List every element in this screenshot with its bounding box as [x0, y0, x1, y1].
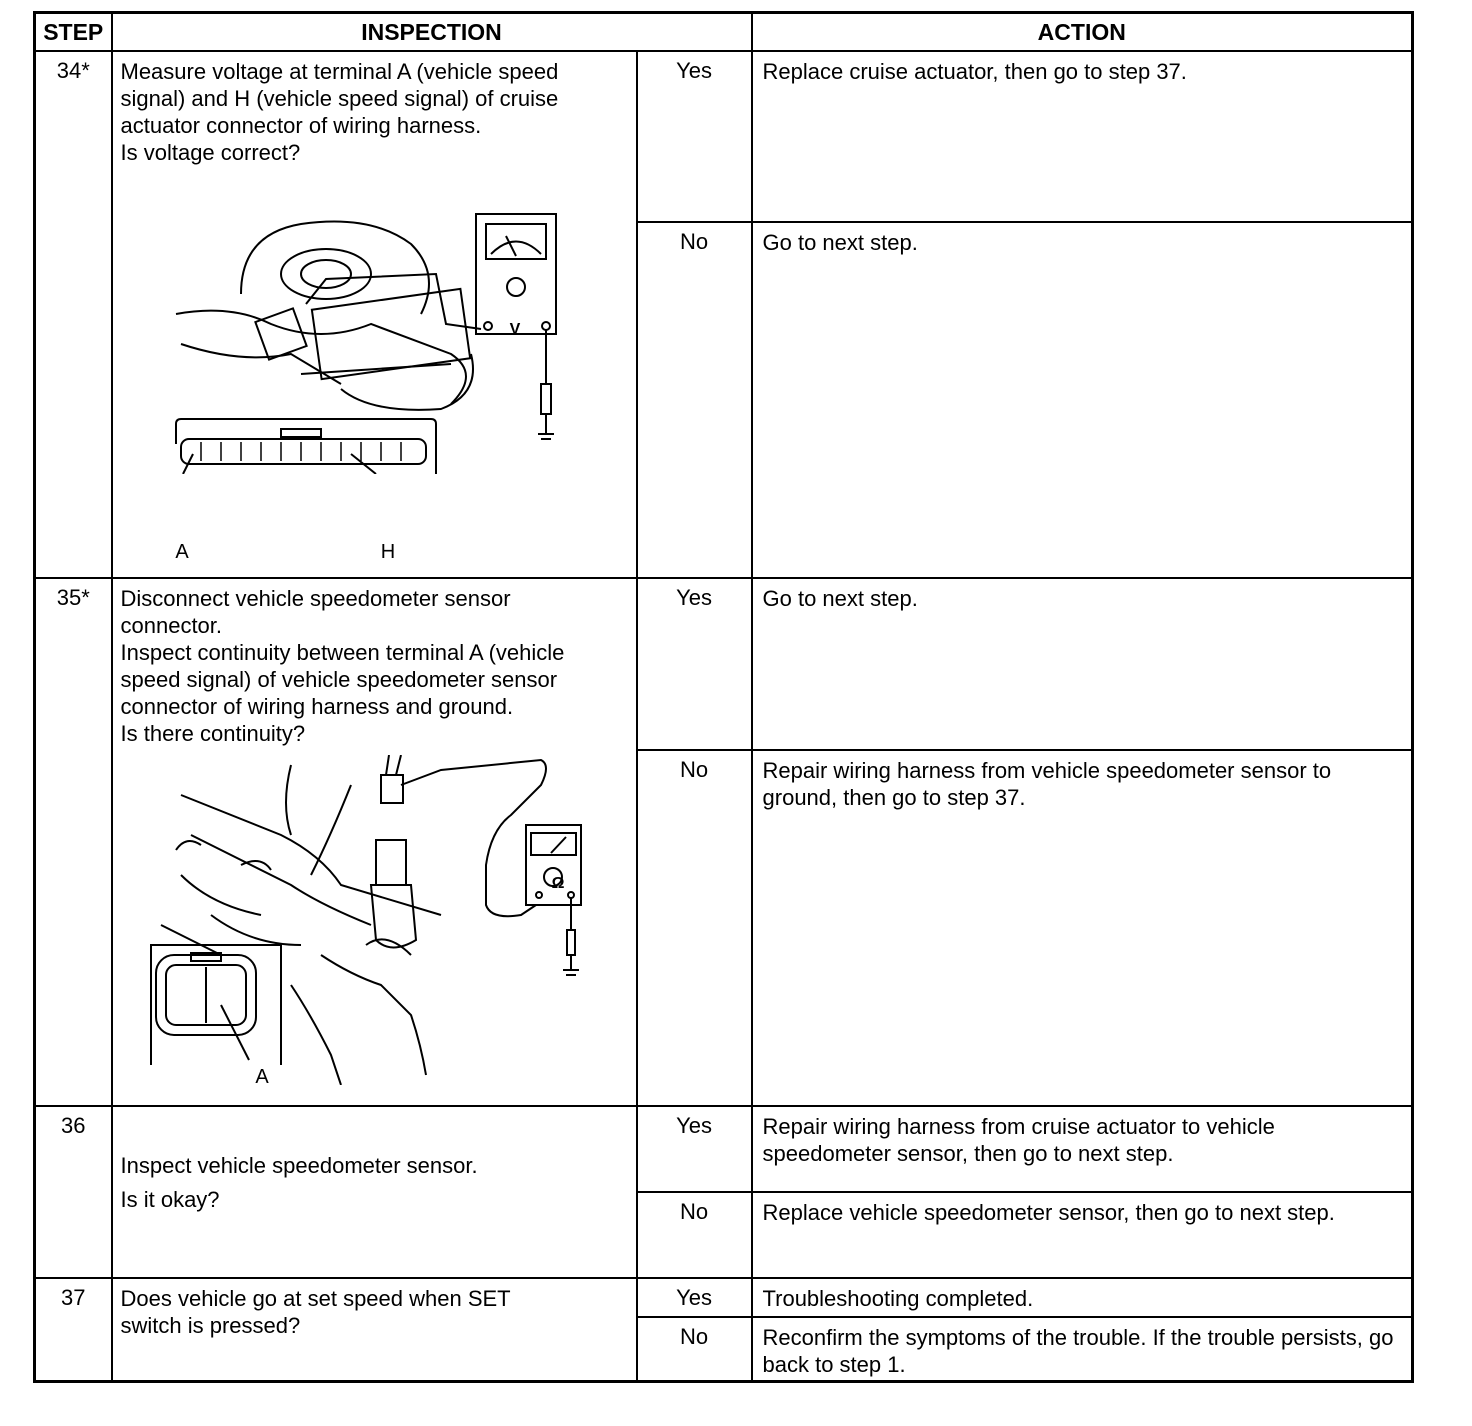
inspection-line: Is it okay? [120, 1187, 220, 1212]
action-text: Go to next step. [752, 578, 1413, 750]
inspection-line: Inspect continuity between terminal A (vehicle [120, 640, 565, 665]
inspection-line: connector. [120, 613, 223, 638]
answer-no: No [637, 750, 752, 1106]
inspection-line: Is voltage correct? [120, 140, 301, 165]
ohmmeter-symbol: Ω [551, 875, 565, 892]
step-number: 34* [35, 51, 112, 578]
header-step: STEP [35, 13, 112, 52]
action-text: Replace vehicle speedometer sensor, then go to next step. [752, 1192, 1413, 1278]
inspection-line: actuator connector of wiring harness. [120, 113, 482, 138]
answer-no: No [637, 1317, 752, 1381]
answer-yes: Yes [637, 1106, 752, 1192]
action-text: Repair wiring harness from cruise actuator to vehicle speedometer sensor, then go to next step. [752, 1106, 1413, 1192]
action-text: Replace cruise actuator, then go to step 37. [752, 51, 1413, 222]
inspection-line: Disconnect vehicle speedometer sensor [120, 586, 511, 611]
sensor-terminal-a-label: A [255, 1066, 269, 1088]
step-number: 37 [35, 1278, 112, 1381]
answer-yes: Yes [637, 51, 752, 222]
header-action: ACTION [752, 13, 1413, 52]
step-number: 35* [35, 578, 112, 1106]
inspection-line: Is there continuity? [120, 721, 306, 746]
answer-no: No [637, 1192, 752, 1278]
terminal-h-label: H [380, 541, 396, 563]
step-number: 36 [35, 1106, 112, 1278]
terminal-a-label: A [175, 541, 189, 563]
inspection-line: Does vehicle go at set speed when SET [120, 1286, 511, 1311]
inspection-line: speed signal) of vehicle speedometer sensor [120, 667, 558, 692]
inspection-line: connector of wiring harness and ground. [120, 694, 514, 719]
inspection-line: Measure voltage at terminal A (vehicle speed [120, 59, 559, 84]
inspection-line: signal) and H (vehicle speed signal) of cruise [120, 86, 559, 111]
inspection-line: switch is pressed? [120, 1313, 301, 1338]
header-inspection: INSPECTION [112, 13, 752, 52]
answer-yes: Yes [637, 578, 752, 750]
action-text: Repair wiring harness from vehicle speedometer sensor to ground, then go to step 37. [752, 750, 1413, 1106]
action-text: Go to next step. [752, 222, 1413, 578]
voltmeter-symbol: V [509, 321, 521, 338]
action-text: Troubleshooting completed. [752, 1278, 1413, 1317]
answer-yes: Yes [637, 1278, 752, 1317]
answer-no: No [637, 222, 752, 578]
action-text: Reconfirm the symptoms of the trouble. If the trouble persists, go back to step 1. [752, 1317, 1413, 1381]
inspection-line: Inspect vehicle speedometer sensor. [120, 1153, 478, 1178]
